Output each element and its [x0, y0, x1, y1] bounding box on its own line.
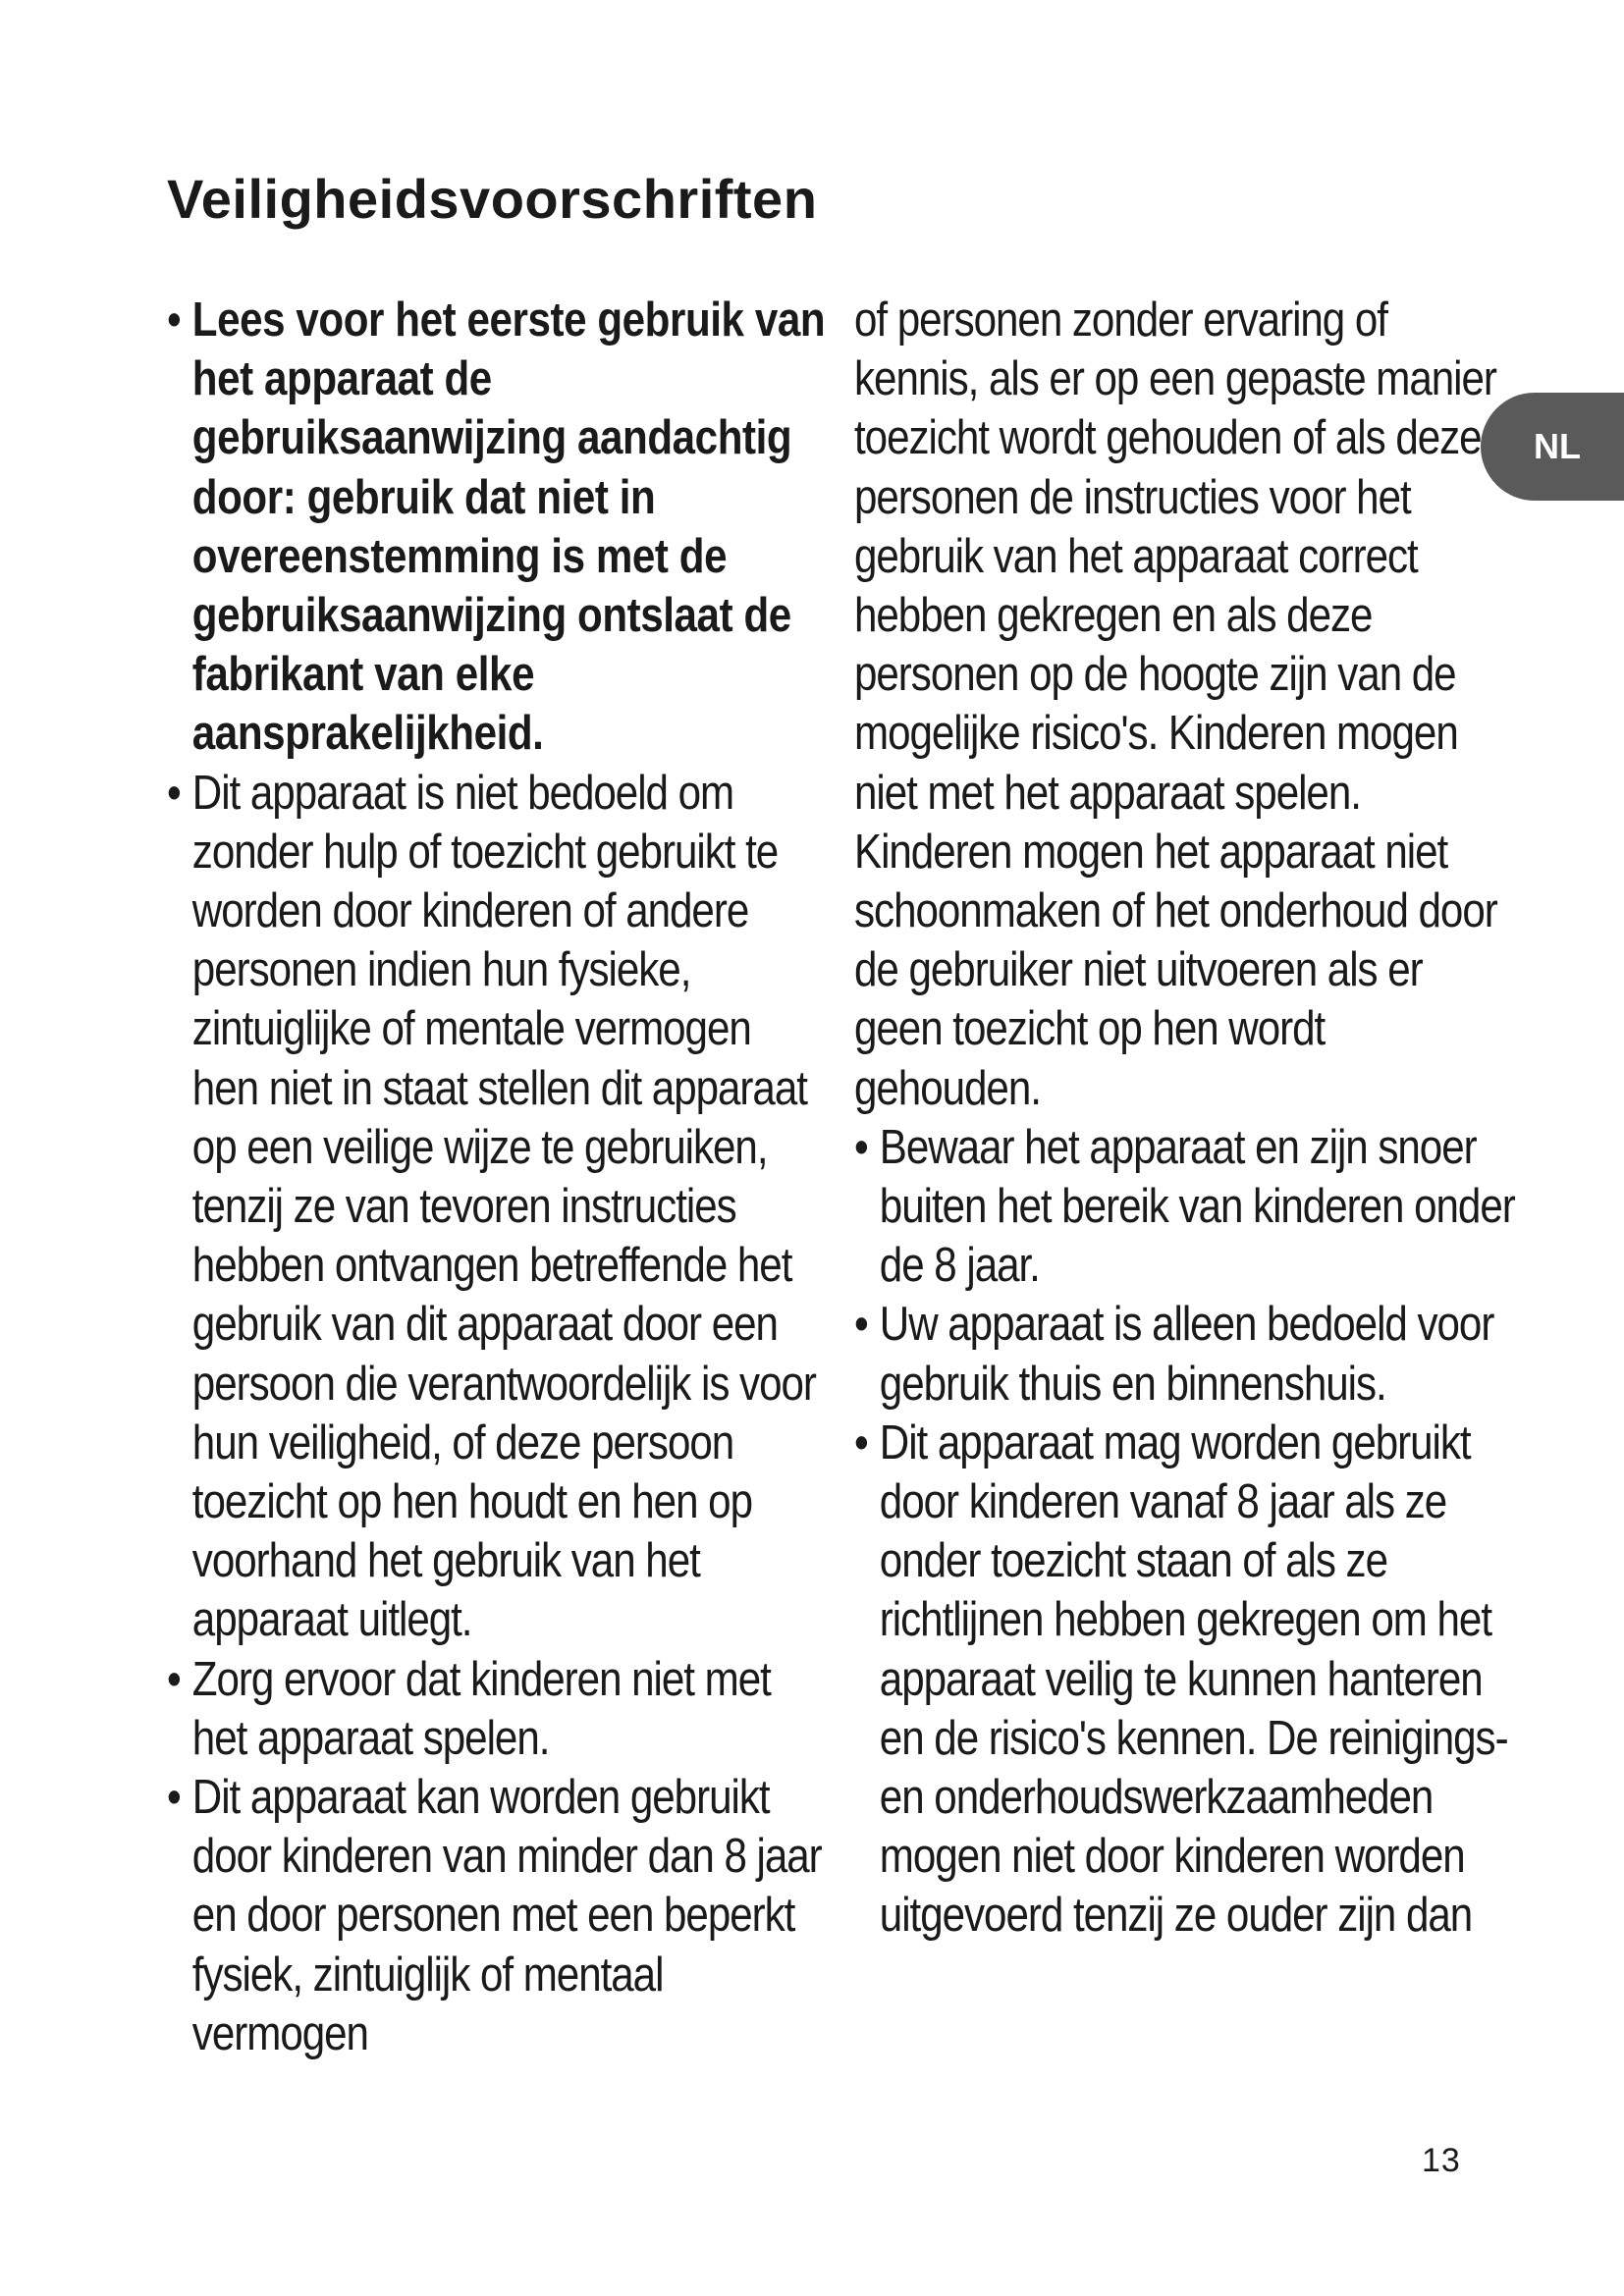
list-item: [167, 764, 826, 1650]
language-tab-label: NL: [1534, 426, 1581, 466]
left-column: [167, 291, 826, 2063]
list-item: [854, 1118, 1517, 1296]
list-item-text: Bewaar het apparaat en zijn snoer buiten het bereik van kinderen onder de 8 jaar.: [879, 1120, 1515, 1293]
list-item: [167, 1650, 826, 1768]
list-item-text: Dit apparaat is niet bedoeld om zonder hulp of toezicht gebruikt te worden door kinderen of andere personen indien hun fysieke, zintuiglijke of mentale vermogen hen niet in staat stellen dit apparaat op een veilige wijze te gebruiken, tenzij ze van tevoren instructies hebben ontvangen betreffende het gebruik van dit apparaat door een persoon die verantwoordelijk is voor hun veiligheid, of deze persoon toezicht op hen houdt en hen op voorhand het gebruik van het apparaat uitlegt.: [191, 766, 816, 1647]
list-item-text: Dit apparaat kan worden gebruikt door kinderen van minder dan 8 jaar en door personen met een beperkt fysiek, zintuiglijk of mentaal vermogen: [191, 1771, 822, 2060]
list-item-text: Uw apparaat is alleen bedoeld voor gebruik thuis en binnenshuis.: [879, 1298, 1494, 1411]
bullet-icon: •: [854, 1120, 868, 1174]
list-item-text: Dit apparaat mag worden gebruikt door kinderen vanaf 8 jaar als ze onder toezicht staan of als ze richtlijnen hebben gekregen om het apparaat veilig te kunnen hanteren en de risico's kennen. De reinigings- en onderhoudswerkzaamheden mogen niet door kinderen worden uitgevoerd tenzij ze ouder zijn dan: [879, 1415, 1508, 1943]
bullet-icon: •: [854, 1415, 868, 1469]
list-item: [167, 1768, 826, 2063]
list-item-text: Zorg ervoor dat kinderen niet met het apparaat spelen.: [191, 1652, 771, 1765]
bullet-icon: •: [167, 1652, 181, 1706]
list-item: [167, 291, 826, 764]
bullet-icon: •: [167, 1771, 181, 1825]
right-column: [854, 291, 1517, 1946]
list-item: [854, 1414, 1517, 1946]
list-item-text: Lees voor het eerste gebruik van het apparaat de gebruiksaanwijzing aandachtig door: gebruik dat niet in overeenstemming is met de gebruiksaanwijzing ontslaat de fabrikant van elke aansprakelijkheid.: [191, 294, 826, 761]
bullet-icon: •: [167, 294, 181, 347]
bullet-icon: •: [167, 766, 181, 820]
list-item: [854, 1295, 1517, 1413]
page-number: 13: [1422, 2142, 1461, 2179]
page-title: Veiligheidsvoorschriften: [167, 168, 818, 230]
continuation-paragraph: of personen zonder ervaring of kennis, als er op een gepaste manier toezicht wordt gehouden of als deze personen de instructies voor het gebruik van het apparaat correct hebben gekregen en als deze personen op de hoogte zijn van de mogelijke risico's. Kinderen mogen niet met het apparaat spelen. Kinderen mogen het apparaat niet schoonmaken of het onderhoud door de gebruiker niet uitvoeren als er geen toezicht op hen wordt gehouden.: [854, 294, 1497, 1115]
bullet-icon: •: [854, 1298, 868, 1352]
